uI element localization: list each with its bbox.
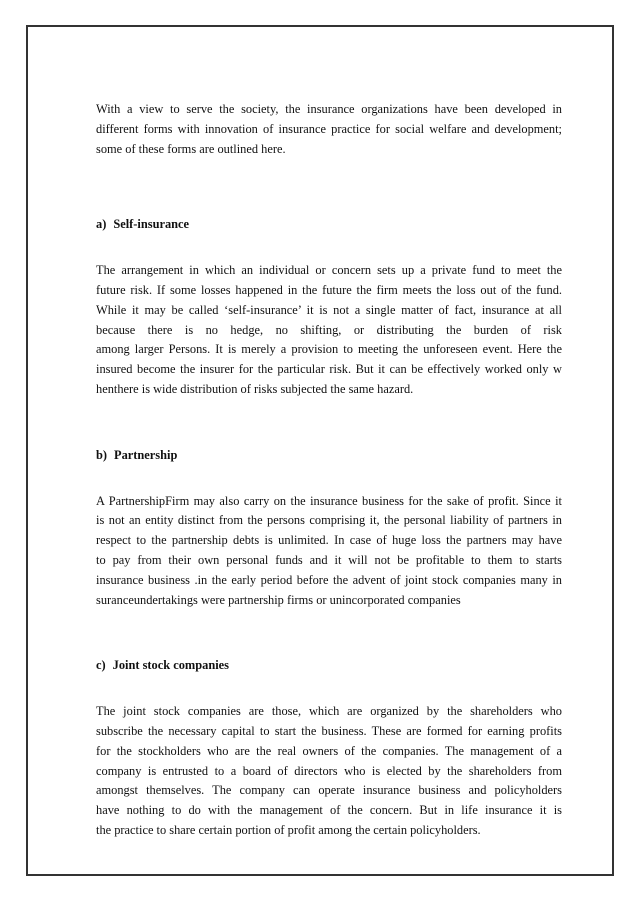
section-number: c) xyxy=(96,658,106,673)
text-line: because there is no hedge, no shifting, or distributing the burden of risk xyxy=(96,322,562,337)
text-line: While it may be called ‘self-insurance’ it is not a single matter of fact, insurance at all xyxy=(96,302,562,317)
document-body xyxy=(96,100,562,841)
text-line: The arrangement in which an individual or concern sets up a private fund to meet the xyxy=(96,263,562,278)
section-heading-partnership xyxy=(96,446,562,466)
section-title: Joint stock companies xyxy=(112,658,229,673)
section-number: b) xyxy=(96,447,108,462)
text-line: for the stockholders who are the real owners of the companies. The management of a xyxy=(96,743,562,758)
intro-paragraph xyxy=(96,100,562,159)
section-number: a) xyxy=(96,217,107,232)
text-line: different forms with innovation of insurance practice for social welfare and development; xyxy=(96,121,562,136)
text-line: insured become the insurer for the particular risk. But it can be effectively worked only w xyxy=(96,362,562,377)
text-line: some of these forms are outlined here. xyxy=(96,141,286,156)
text-line: have nothing to do with the management of the concern. But in life insurance it is xyxy=(96,803,562,818)
text-line: amongst themselves. The company can operate insurance business and policyholders xyxy=(96,783,562,798)
text-line: A PartnershipFirm may also carry on the insurance business for the sake of profit. Since it xyxy=(96,493,562,508)
text-line: With a view to serve the society, the insurance organizations have been developed in xyxy=(96,102,562,116)
text-line: subscribe the necessary capital to start the business. These are formed for earning profits xyxy=(96,723,562,738)
text-line: suranceundertakings were partnership firms or unincorporated companies xyxy=(96,592,461,607)
section-title: Self-insurance xyxy=(113,217,190,232)
text-line: The joint stock companies are those, which are organized by the shareholders who xyxy=(96,704,562,719)
text-line: among larger Persons. It is merely a provision to meeting the unforeseen event. Here the xyxy=(96,342,562,357)
self-insurance-paragraph xyxy=(96,261,562,400)
text-line: respect to the partnership debts is unlimited. In case of huge loss the partners may have xyxy=(96,533,562,548)
partnership-paragraph xyxy=(96,492,562,611)
section-heading-joint-stock-companies xyxy=(96,656,562,676)
text-line: future risk. If some losses happened in the future the firm meets the loss out of the fund. xyxy=(96,282,562,297)
text-line: insurance business .in the early period before the advent of joint stock companies many in xyxy=(96,572,562,587)
section-title: Partnership xyxy=(114,447,178,462)
joint-stock-paragraph xyxy=(96,702,562,841)
text-line: is not an entity distinct from the persons comprising it, the personal liability of partners in xyxy=(96,513,562,528)
text-line: the practice to share certain portion of profit among the certain policyholders. xyxy=(96,822,481,837)
text-line: company is entrusted to a board of directors who is elected by the shareholders from xyxy=(96,763,562,778)
text-line: to pay from their own personal funds and it will not be profitable to them to starts xyxy=(96,552,562,567)
section-heading-self-insurance xyxy=(96,215,562,235)
text-line: henthere is wide distribution of risks subjected the same hazard. xyxy=(96,381,414,396)
